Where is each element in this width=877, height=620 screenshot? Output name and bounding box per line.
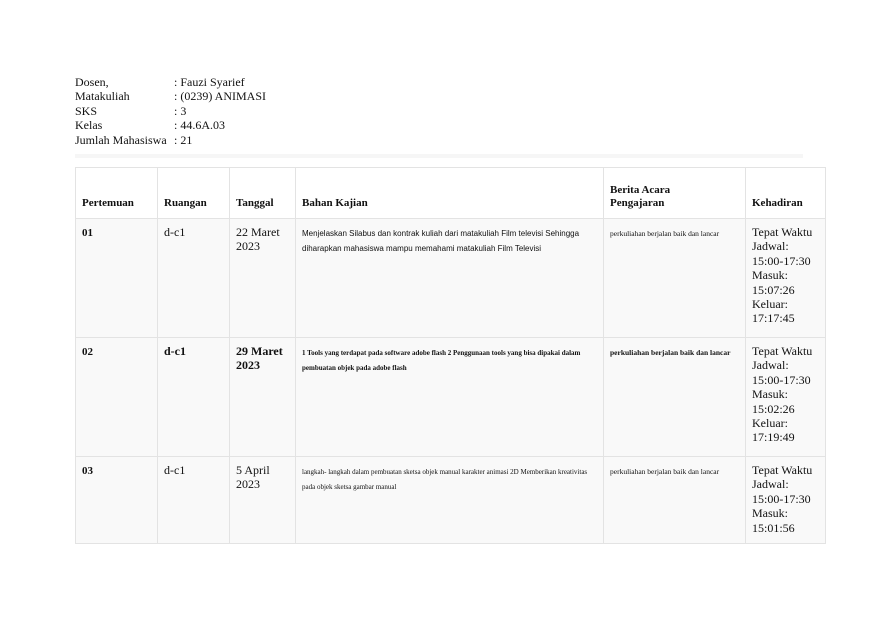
attendance-table (75, 167, 826, 544)
attendance-cell (746, 457, 826, 544)
room-cell (158, 219, 230, 338)
date-cell (230, 338, 296, 457)
info-value: : (0239) ANIMASI (174, 89, 266, 104)
info-label: Dosen, (75, 75, 109, 89)
date-year: 2023 (236, 477, 260, 491)
header-attendance: Kehadiran (746, 168, 826, 219)
check-in-time: 15:01:56 (752, 520, 795, 535)
topic-text: Menjelaskan Silabus dan kontrak kuliah dari matakuliah Film televisi Sehingga diharapkan mahasiswa mampu memahami matakuliah Film Televisi (302, 229, 580, 253)
check-in-label: Masuk: (752, 506, 788, 521)
date-year: 2023 (236, 358, 260, 372)
attendance-cell (746, 338, 826, 457)
meeting-number: 01 (82, 227, 93, 239)
schedule-label: Jadwal: (752, 239, 789, 254)
table-row (76, 457, 826, 544)
date-cell (230, 457, 296, 544)
info-value: : 3 (174, 103, 187, 118)
event-text: perkuliahan berjalan baik dan lancar (610, 348, 731, 357)
topic-text: langkah- langkah dalam pembuatan sketsa objek manual karakter animasi 2D Memberikan kreativitas pada objek sketsa gambar manual (302, 468, 588, 491)
room-value: d-c1 (164, 344, 186, 358)
schedule-time: 15:00-17:30 (752, 372, 811, 387)
check-out-label: Keluar: (752, 297, 788, 312)
info-value: : 44.6A.03 (174, 118, 225, 133)
meeting-number: 02 (82, 346, 93, 358)
info-label: SKS (75, 103, 98, 118)
check-in-time: 15:02:26 (752, 401, 795, 416)
meeting-number: 03 (82, 465, 93, 477)
header-topic: Bahan Kajian (296, 168, 604, 219)
date-year: 2023 (236, 239, 260, 253)
topic-cell (296, 219, 604, 338)
info-row-course (75, 89, 266, 103)
info-label: Jumlah Mahasiswa (75, 132, 167, 147)
date-day-month: 22 Maret (236, 225, 280, 239)
divider (75, 154, 803, 158)
table-row (76, 338, 826, 457)
info-label: Kelas (75, 118, 103, 133)
meeting-cell (76, 219, 158, 338)
attendance-status: Tepat Waktu (752, 463, 813, 477)
header-event (604, 168, 746, 219)
date-day-month: 29 Maret (236, 344, 283, 358)
course-info (75, 75, 266, 147)
meeting-cell (76, 457, 158, 544)
check-in-time: 15:07:26 (752, 282, 795, 297)
event-text: perkuliahan berjalan baik dan lancar (610, 467, 720, 476)
check-out-time: 17:19:49 (752, 430, 795, 445)
info-row-lecturer (75, 75, 266, 89)
attendance-status: Tepat Waktu (752, 225, 813, 239)
room-value: d-c1 (164, 225, 186, 239)
info-row-class (75, 118, 266, 132)
event-cell (604, 219, 746, 338)
info-value: : Fauzi Syarief (174, 75, 245, 89)
event-cell (604, 457, 746, 544)
date-day-month: 5 April (236, 463, 270, 477)
check-in-label: Masuk: (752, 387, 788, 402)
schedule-label: Jadwal: (752, 358, 789, 373)
table-row (76, 219, 826, 338)
topic-cell (296, 457, 604, 544)
meeting-cell (76, 338, 158, 457)
date-cell (230, 219, 296, 338)
schedule-label: Jadwal: (752, 477, 789, 492)
info-value: : 21 (174, 132, 193, 147)
room-cell (158, 338, 230, 457)
header-event-line2: Pengajaran (610, 197, 665, 209)
event-text: perkuliahan berjalan baik dan lancar (610, 229, 720, 238)
check-in-label: Masuk: (752, 268, 788, 283)
header-room: Ruangan (158, 168, 230, 219)
info-row-credits (75, 104, 266, 118)
header-event-line1: Berita Acara (610, 184, 671, 196)
table-header-row (76, 168, 826, 219)
topic-cell (296, 338, 604, 457)
header-date: Tanggal (230, 168, 296, 219)
check-out-label: Keluar: (752, 416, 788, 431)
schedule-time: 15:00-17:30 (752, 253, 811, 268)
info-label: Matakuliah (75, 89, 130, 104)
header-meeting: Pertemuan (76, 168, 158, 219)
attendance-cell (746, 219, 826, 338)
schedule-time: 15:00-17:30 (752, 491, 811, 506)
topic-text: 1 Tools yang terdapat pada software adobe flash 2 Penggunaan tools yang bisa dipakai dalam pembuatan objek pada adobe flash (302, 349, 581, 372)
room-cell (158, 457, 230, 544)
event-cell (604, 338, 746, 457)
attendance-status: Tepat Waktu (752, 344, 813, 358)
room-value: d-c1 (164, 463, 186, 477)
check-out-time: 17:17:45 (752, 311, 795, 326)
info-row-students (75, 133, 266, 147)
